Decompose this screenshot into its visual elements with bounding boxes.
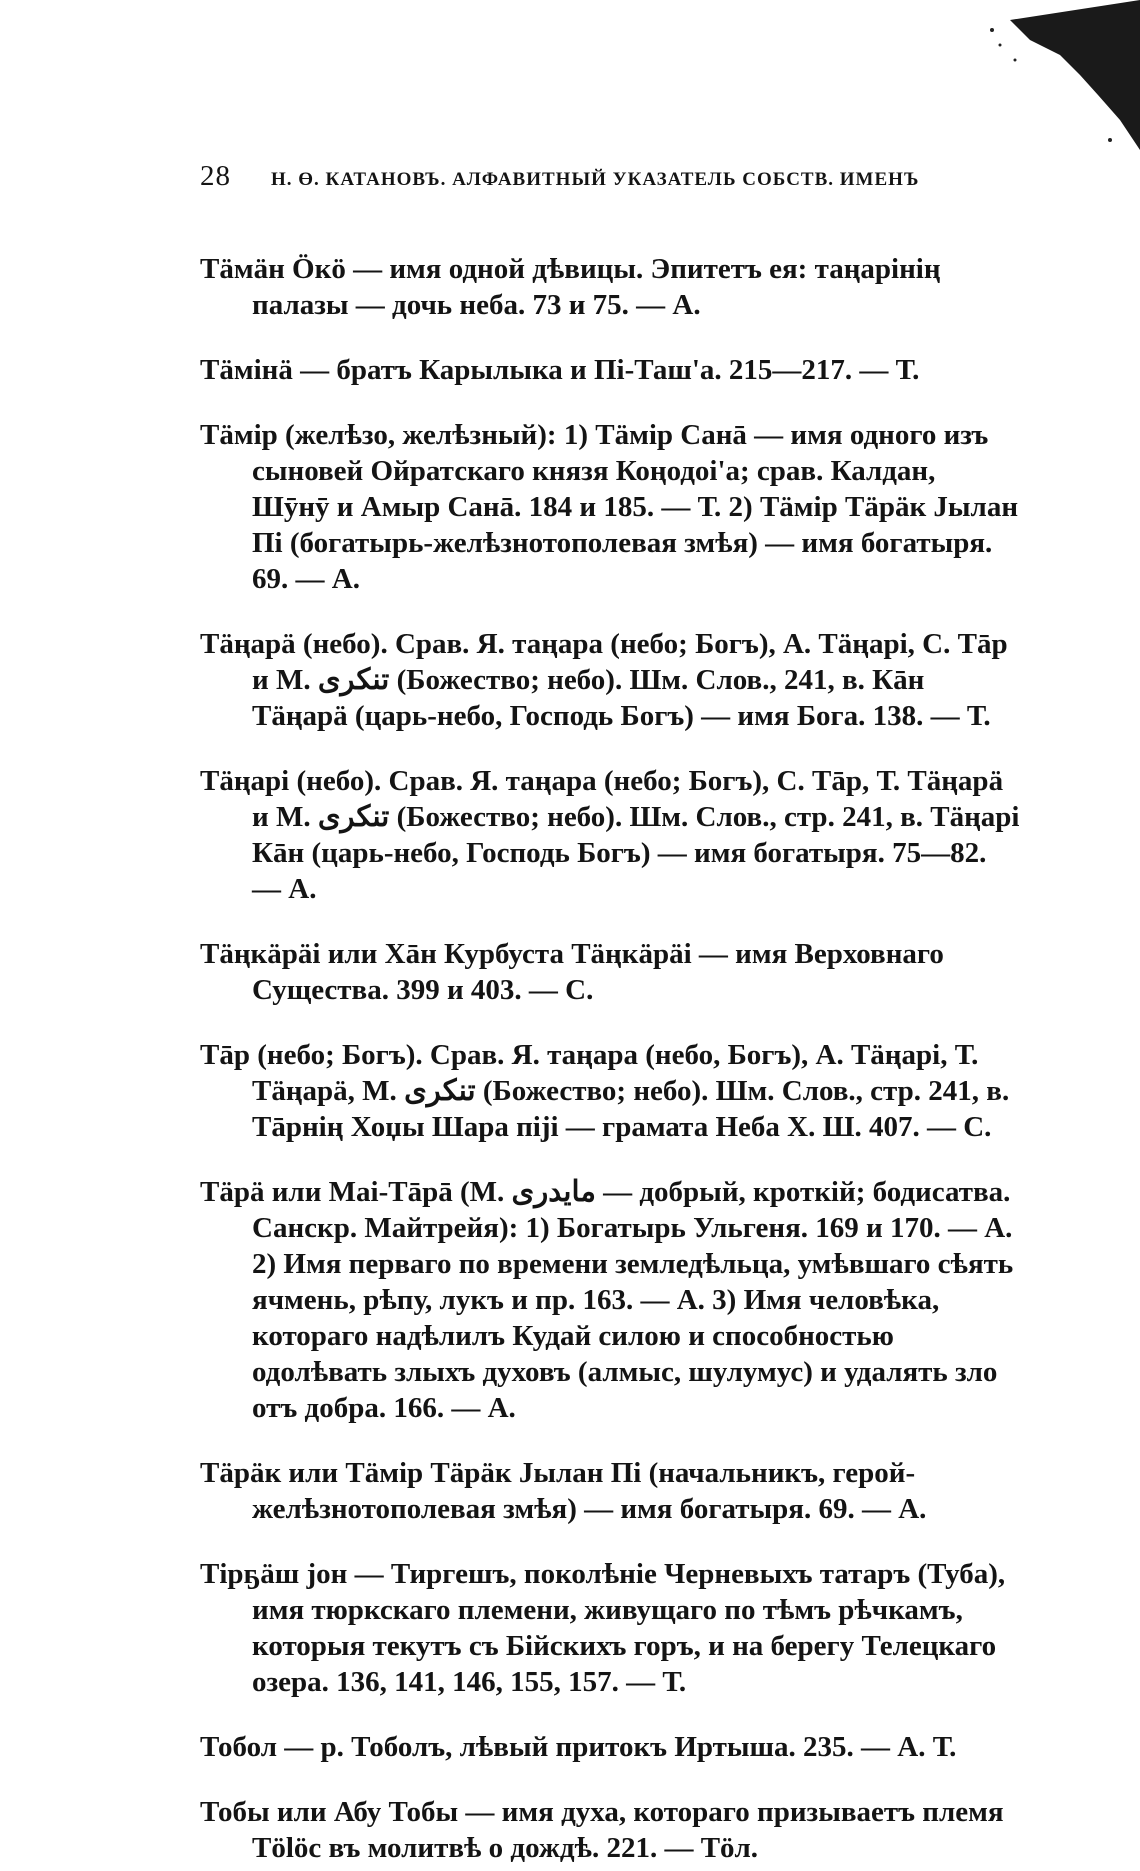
index-entry [200, 1794, 1020, 1866]
entry-text: Тӓрӓ или Маi-Тāрā (М. مايدرى — добрый, кроткiй; бодисатва. Санскр. Майтрейя): 1) Богатырь Ульгеня. 169 и 170. — А. 2) Имя перваго по времени земледѣльца, умѣвшаго сѣять ячмень, рѣпу, лукъ и пр. 163. — А. 3) Имя человѣка, котораго надѣлилъ Кудай силою и способностью одолѣвать злыхъ духовъ (алмыс, шулумус) и удалять зло отъ добра. 166. — А. [200, 1176, 1014, 1424]
index-entry [200, 1174, 1020, 1426]
index-entry [200, 251, 1020, 323]
entry-text: Тобы или Абу Тобы — имя духа, котораго призываетъ племя Тӧlӧс въ молитвѣ о дождѣ. 221. — Тӧл. [200, 1796, 1004, 1864]
index-entry [200, 1556, 1020, 1700]
entry-text: Тӓрӓк или Тӓмiр Тӓрӓк Јылан Пi (начальникъ, герой-желѣзнотополевая змѣя) — имя богатыря. 69. — А. [200, 1457, 927, 1525]
index-entry [200, 1455, 1020, 1527]
ink-blot-decoration [970, 0, 1140, 150]
entry-text: Тӓмiнӓ — братъ Карылыка и Пi-Таш'а. 215—217. — Т. [200, 354, 920, 386]
page-number: 28 [200, 160, 231, 192]
index-entry [200, 352, 1020, 388]
index-entry [200, 1037, 1020, 1145]
index-entry [200, 417, 1020, 597]
index-entry [200, 626, 1020, 734]
index-entry [200, 1729, 1020, 1765]
page-header [200, 160, 1020, 200]
index-entries [200, 222, 1020, 1871]
entry-text: Тобол — р. Тоболъ, лѣвый притокъ Иртыша. 235. — А. Т. [200, 1731, 957, 1763]
running-head: Н. Ө. КАТАНОВЪ. АЛФАВИТНЫЙ УКАЗАТЕЛЬ СОБСТВ. ИМЕНЪ [271, 169, 920, 190]
index-entry [200, 936, 1020, 1008]
index-entry [200, 763, 1020, 907]
entry-text: Тāр (небо; Богъ). Срав. Я. таңара (небо, Богъ), А. Тӓңарi, Т. Тӓңарӓ, М. تنكرى (Божество; небо). Шм. Слов., стр. 241, в. Тāрнiң Хоџы Шара пiјi — грамата Неба Х. Ш. 407. — С. [200, 1039, 1010, 1143]
entry-text: Тӓңарӓ (небо). Срав. Я. таңара (небо; Богъ), А. Тӓңарi, С. Тāр и М. تنكرى (Божество; небо). Шм. Слов., 241, в. Кāн Тӓңарӓ (царь-небо, Господь Богъ) — имя Бога. 138. — Т. [200, 628, 1008, 732]
entry-text: Тӓңкӓрӓi или Хāн Курбуста Тӓңкӓрӓi — имя Верховнаго Существа. 399 и 403. — С. [200, 938, 944, 1006]
entry-text: Тӓмiр (желѣзо, желѣзный): 1) Тӓмiр Санā — имя одного изъ сыновей Ойратскаго князя Коңодоi'а; срав. Калдан, Шӯнӯ и Амыр Санā. 184 и 185. — Т. 2) Тӓмiр Тӓрӓк Јылан Пi (богатырь-желѣзнотополевая змѣя) — имя богатыря. 69. — А. [200, 419, 1019, 595]
entry-text: Тiрҕӓш јон — Тиргешъ, поколѣнiе Черневыхъ татаръ (Туба), имя тюркскаго племени, живущаго по тѣмъ рѣчкамъ, которыя текутъ съ Бiйскихъ горъ, и на берегу Телецкаго озера. 136, 141, 146, 155, 157. — Т. [200, 1558, 1006, 1698]
entry-text: Тӓңарi (небо). Срав. Я. таңара (небо; Богъ), С. Тāр, Т. Тӓңарӓ и М. تنكرى (Божество; небо). Шм. Слов., стр. 241, в. Тӓңарi Кāн (царь-небо, Господь Богъ) — имя богатыря. 75—82. — А. [200, 765, 1020, 905]
entry-text: Тӓмӓн Ӧкӧ — имя одной дѣвицы. Эпитетъ ея: таңарiнiң палазы — дочь неба. 73 и 75. — А. [200, 253, 941, 321]
